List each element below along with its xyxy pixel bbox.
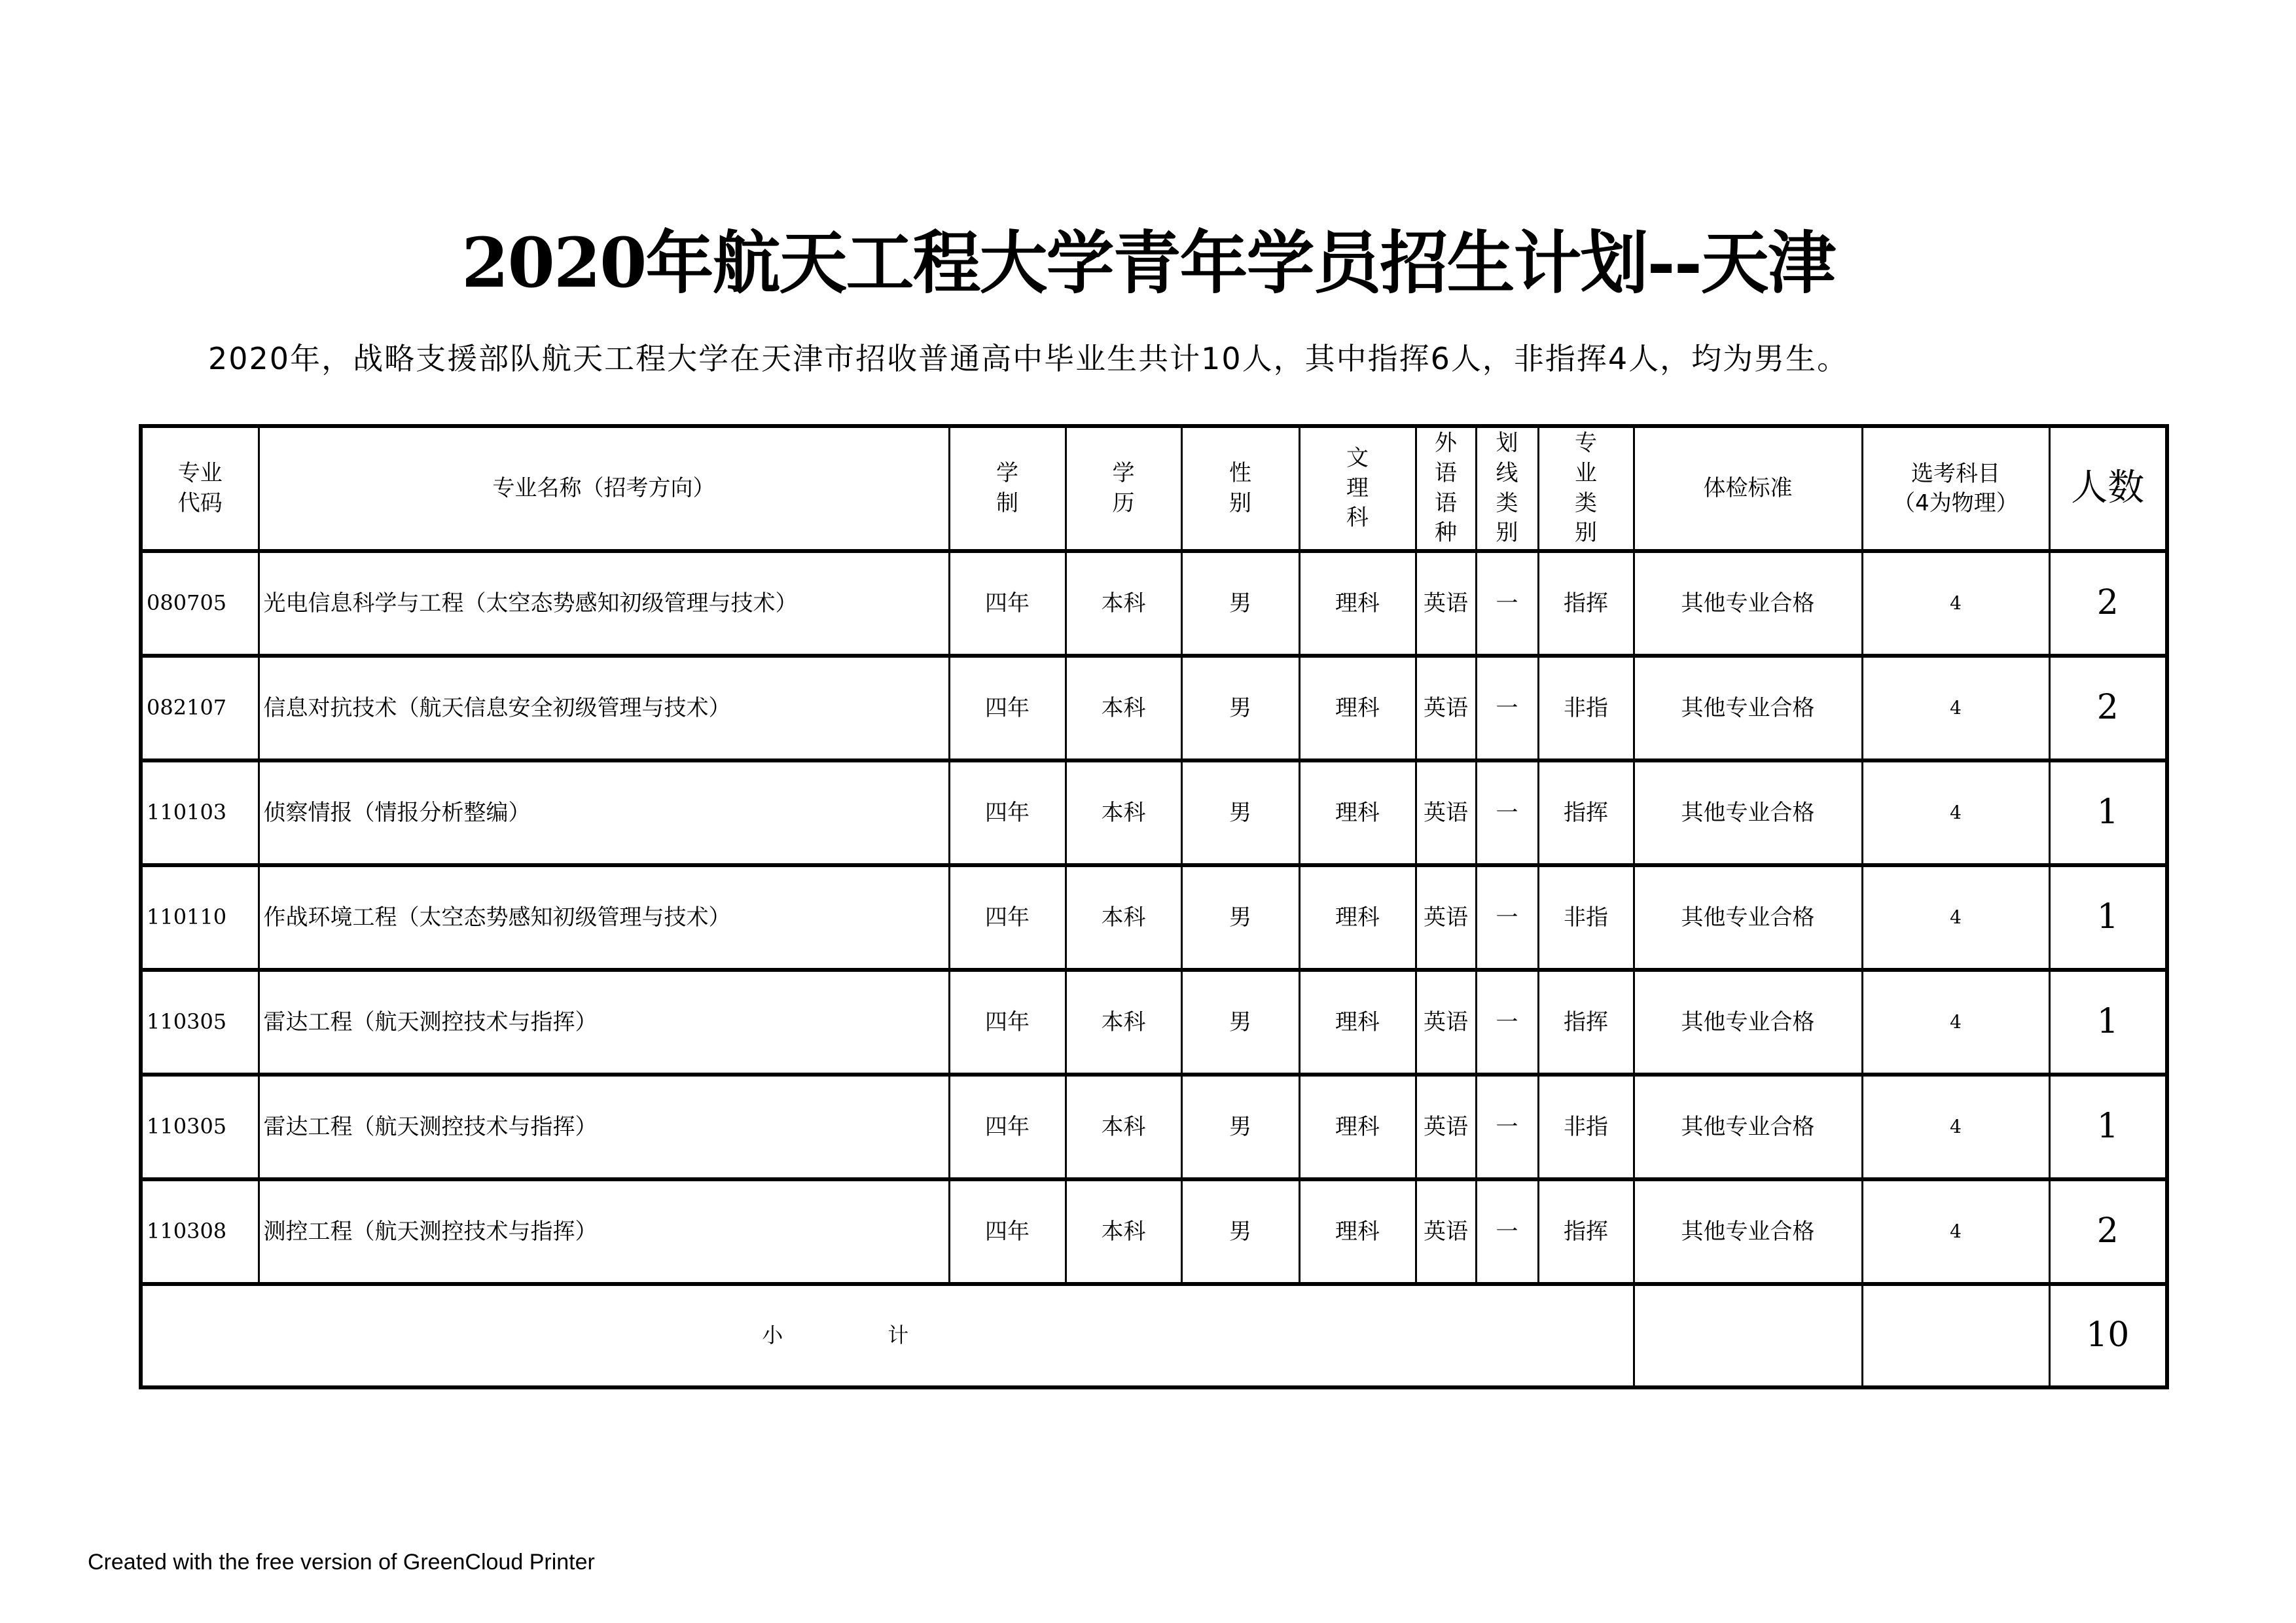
intro-paragraph: 2020年，战略支援部队航天工程大学在天津市招收普通高中毕业生共计10人，其中指挥6人，非指挥4人，均为男生。 — [208, 341, 1849, 376]
table-row — [141, 656, 2167, 760]
cell-category: 非指 — [1538, 656, 1634, 760]
cell-line-type: 一 — [1476, 970, 1538, 1075]
cell-subjects: 4 — [1862, 551, 2049, 656]
table-row — [141, 970, 2167, 1075]
cell-count: 1 — [2049, 970, 2167, 1075]
cell-code: 110305 — [141, 970, 259, 1075]
cell-track: 理科 — [1299, 1075, 1416, 1179]
cell-language: 英语 — [1416, 760, 1476, 865]
cell-language: 英语 — [1416, 865, 1476, 970]
cell-category: 非指 — [1538, 865, 1634, 970]
header-name: 专业名称（招考方向） — [259, 426, 949, 551]
subtotal-label: 小计 — [141, 1284, 1634, 1387]
cell-count: 2 — [2049, 656, 2167, 760]
header-track: 文理科 — [1299, 426, 1416, 551]
page-title: 2020年航天工程大学青年学员招生计划--天津 — [461, 223, 1835, 303]
cell-language: 英语 — [1416, 970, 1476, 1075]
subtotal-subjects-empty — [1862, 1284, 2049, 1387]
cell-code: 110103 — [141, 760, 259, 865]
cell-track: 理科 — [1299, 656, 1416, 760]
cell-subjects: 4 — [1862, 865, 2049, 970]
table-row — [141, 865, 2167, 970]
cell-degree: 本科 — [1066, 1075, 1181, 1179]
cell-gender: 男 — [1181, 865, 1299, 970]
table-row — [141, 1179, 2167, 1284]
cell-degree: 本科 — [1066, 656, 1181, 760]
cell-physical: 其他专业合格 — [1634, 760, 1862, 865]
subtotal-physical-empty — [1634, 1284, 1862, 1387]
header-physical: 体检标准 — [1634, 426, 1862, 551]
cell-degree: 本科 — [1066, 970, 1181, 1075]
cell-gender: 男 — [1181, 1075, 1299, 1179]
header-category: 专业类别 — [1538, 426, 1634, 551]
cell-line-type: 一 — [1476, 551, 1538, 656]
cell-duration: 四年 — [949, 551, 1066, 656]
cell-count: 1 — [2049, 760, 2167, 865]
cell-code: 110308 — [141, 1179, 259, 1284]
cell-duration: 四年 — [949, 865, 1066, 970]
cell-subjects: 4 — [1862, 1075, 2049, 1179]
cell-subjects: 4 — [1862, 760, 2049, 865]
cell-category: 指挥 — [1538, 970, 1634, 1075]
header-subjects: 选考科目 （4为物理） — [1862, 426, 2049, 551]
cell-gender: 男 — [1181, 970, 1299, 1075]
table-row — [141, 551, 2167, 656]
header-degree: 学历 — [1066, 426, 1181, 551]
cell-physical: 其他专业合格 — [1634, 865, 1862, 970]
cell-count: 2 — [2049, 1179, 2167, 1284]
cell-physical: 其他专业合格 — [1634, 551, 1862, 656]
cell-name: 雷达工程（航天测控技术与指挥） — [259, 970, 949, 1075]
cell-language: 英语 — [1416, 656, 1476, 760]
cell-track: 理科 — [1299, 865, 1416, 970]
cell-line-type: 一 — [1476, 1179, 1538, 1284]
enrollment-plan-table — [139, 424, 2169, 1389]
cell-name: 信息对抗技术（航天信息安全初级管理与技术） — [259, 656, 949, 760]
cell-category: 非指 — [1538, 1075, 1634, 1179]
table-row — [141, 1075, 2167, 1179]
cell-name: 作战环境工程（太空态势感知初级管理与技术） — [259, 865, 949, 970]
cell-name: 雷达工程（航天测控技术与指挥） — [259, 1075, 949, 1179]
cell-line-type: 一 — [1476, 1075, 1538, 1179]
cell-degree: 本科 — [1066, 865, 1181, 970]
cell-code: 110305 — [141, 1075, 259, 1179]
cell-language: 英语 — [1416, 551, 1476, 656]
cell-name: 测控工程（航天测控技术与指挥） — [259, 1179, 949, 1284]
cell-track: 理科 — [1299, 1179, 1416, 1284]
header-gender: 性别 — [1181, 426, 1299, 551]
header-code: 专业代码 — [141, 426, 259, 551]
header-row — [141, 426, 2167, 551]
cell-line-type: 一 — [1476, 656, 1538, 760]
cell-category: 指挥 — [1538, 760, 1634, 865]
cell-code: 080705 — [141, 551, 259, 656]
cell-count: 2 — [2049, 551, 2167, 656]
cell-subjects: 4 — [1862, 656, 2049, 760]
cell-name: 光电信息科学与工程（太空态势感知初级管理与技术） — [259, 551, 949, 656]
cell-track: 理科 — [1299, 970, 1416, 1075]
cell-subjects: 4 — [1862, 970, 2049, 1075]
header-duration: 学制 — [949, 426, 1066, 551]
cell-category: 指挥 — [1538, 1179, 1634, 1284]
cell-count: 1 — [2049, 865, 2167, 970]
cell-code: 082107 — [141, 656, 259, 760]
cell-category: 指挥 — [1538, 551, 1634, 656]
cell-line-type: 一 — [1476, 760, 1538, 865]
cell-name: 侦察情报（情报分析整编） — [259, 760, 949, 865]
cell-duration: 四年 — [949, 970, 1066, 1075]
cell-subjects: 4 — [1862, 1179, 2049, 1284]
cell-degree: 本科 — [1066, 1179, 1181, 1284]
cell-degree: 本科 — [1066, 551, 1181, 656]
cell-duration: 四年 — [949, 760, 1066, 865]
subtotal-count: 10 — [2049, 1284, 2167, 1387]
cell-count: 1 — [2049, 1075, 2167, 1179]
header-line-type: 划线类别 — [1476, 426, 1538, 551]
cell-track: 理科 — [1299, 760, 1416, 865]
cell-duration: 四年 — [949, 656, 1066, 760]
watermark-footer: Created with the free version of GreenCloud Printer — [88, 1550, 595, 1575]
cell-physical: 其他专业合格 — [1634, 1075, 1862, 1179]
table-row — [141, 760, 2167, 865]
cell-physical: 其他专业合格 — [1634, 1179, 1862, 1284]
header-language: 外语语种 — [1416, 426, 1476, 551]
cell-language: 英语 — [1416, 1075, 1476, 1179]
cell-duration: 四年 — [949, 1075, 1066, 1179]
cell-track: 理科 — [1299, 551, 1416, 656]
cell-gender: 男 — [1181, 760, 1299, 865]
cell-physical: 其他专业合格 — [1634, 970, 1862, 1075]
header-count: 人数 — [2049, 426, 2167, 551]
cell-gender: 男 — [1181, 656, 1299, 760]
cell-line-type: 一 — [1476, 865, 1538, 970]
subtotal-row — [141, 1284, 2167, 1387]
cell-gender: 男 — [1181, 1179, 1299, 1284]
cell-language: 英语 — [1416, 1179, 1476, 1284]
cell-physical: 其他专业合格 — [1634, 656, 1862, 760]
cell-code: 110110 — [141, 865, 259, 970]
cell-duration: 四年 — [949, 1179, 1066, 1284]
cell-degree: 本科 — [1066, 760, 1181, 865]
cell-gender: 男 — [1181, 551, 1299, 656]
